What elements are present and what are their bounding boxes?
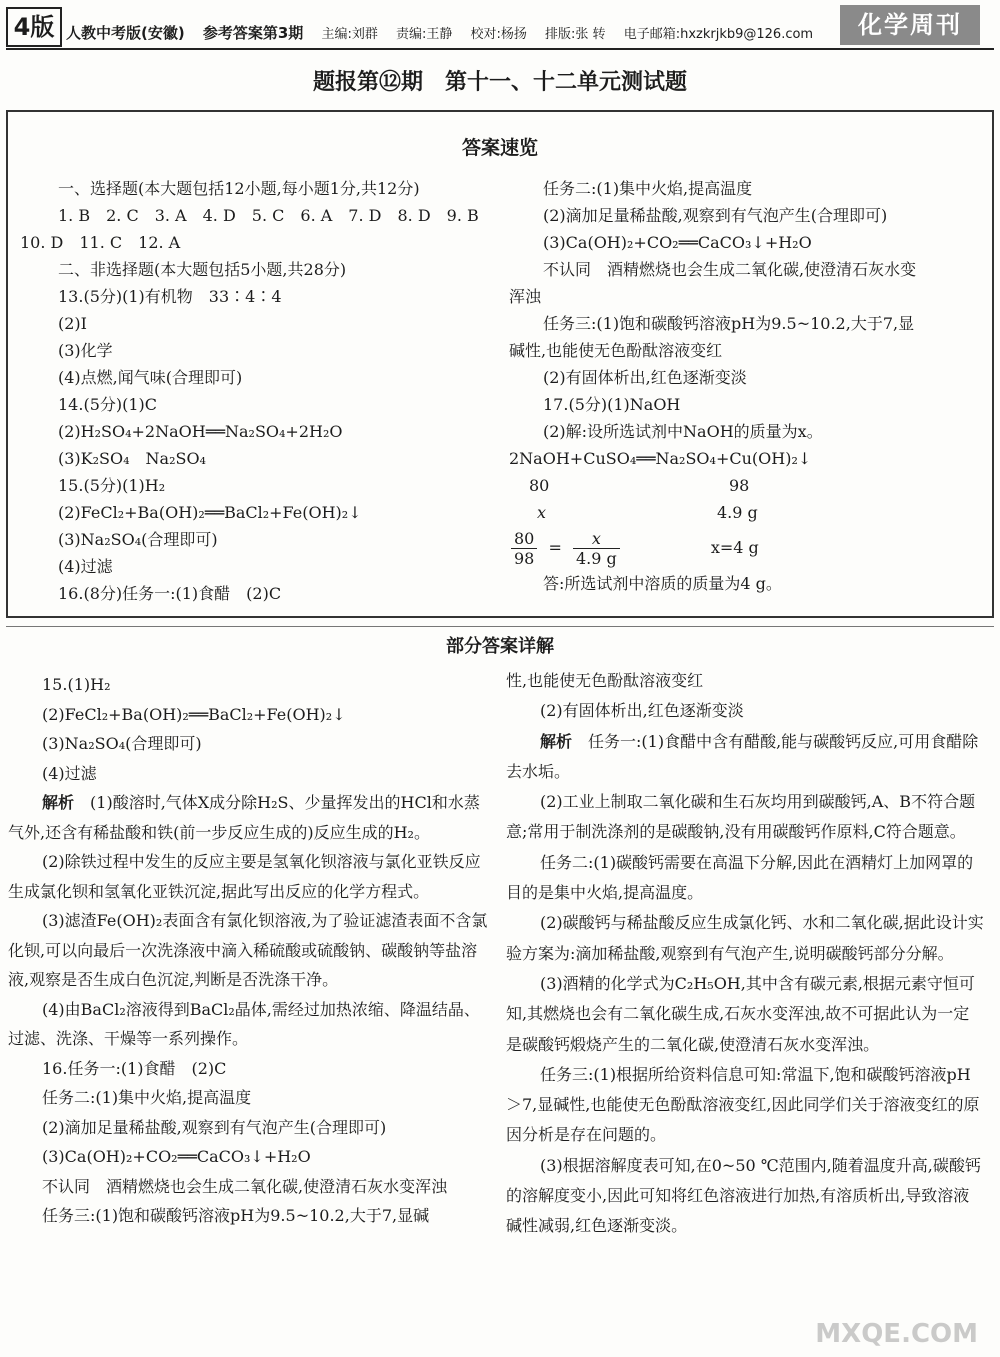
- fraction-right: $\frac{x}{4.9 g}$: [573, 529, 620, 568]
- detail-paragraph: 16.任务一:(1)食醋 (2)C: [42, 1058, 227, 1078]
- overview-line: (2)滴加足量稀盐酸,观察到有气泡产生(合理即可): [543, 206, 888, 225]
- overview-line: 碱性,也能使无色酚酞溶液变红: [509, 341, 723, 360]
- calc-mass-given: 4.9 g: [717, 503, 758, 522]
- overview-line: 10. D 11. C 12. A: [20, 233, 181, 252]
- detail-paragraph: (3)Na₂SO₄(合理即可): [42, 734, 202, 753]
- issue-title: 题报第⑫期 第十一、十二单元测试题: [312, 70, 687, 95]
- detail-paragraph: (2)碳酸钙与稀盐酸反应生成氯化钙、水和二氧化碳,据此设计实验方案为:滴加稀盐酸,观察到有气泡产生,说明碳酸钙部分分解。: [506, 913, 984, 963]
- detail-paragraph: 任务二:(1)集中火焰,提高温度: [42, 1088, 252, 1107]
- detail-paragraph: 解析 (1)酸溶时,气体X成分除H₂S、少量挥发出的HCl和水蒸气外,还含有稀盐酸和铁(前一步反应生成的)反应生成的H₂。: [8, 793, 480, 842]
- detail-paragraph: (2)FeCl₂+Ba(OH)₂══BaCl₂+Fe(OH)₂↓: [42, 704, 346, 724]
- fraction-left: $\frac{80}{98}$: [511, 529, 537, 568]
- detail-paragraph: (3)滤渣Fe(OH)₂表面含有氯化钡溶液,为了验证滤渣表面不含氯化钡,可以向最后一次洗涤液中滴入稀硫酸或硫酸钠、碳酸钠等盐溶液,观察是否生成白色沉淀,判断是否洗涤干净。: [8, 911, 488, 989]
- overview-line: (2)有固体析出,红色逐渐变淡: [543, 368, 747, 387]
- detail-paragraph: (2)工业上制取二氧化碳和生石灰均用到碳酸钙,A、B不符合题意;常用于制洗涤剂的是碳酸钠,没有用碳酸钙作原料,C符合题意。: [506, 792, 976, 842]
- detail-paragraph: (2)有固体析出,红色逐渐变淡: [540, 701, 744, 721]
- detail-paragraph: (4)由BaCl₂溶液得到BaCl₂晶体,需经过加热浓缩、降温结晶、过滤、洗涤、干燥等一系列操作。: [8, 999, 480, 1048]
- overview-line: (3)Na₂SO₄(合理即可): [58, 530, 218, 549]
- page-header: [0, 0, 1000, 48]
- overview-line: 1. B 2. C 3. A 4. D 5. C 6. A 7. D 8. D 9. B: [58, 206, 479, 225]
- detail-paragraph: (2)除铁过程中发生的反应主要是氢氧化钡溶液与氯化亚铁反应生成氯化钡和氢氧化亚铁沉淀,据此写出反应的化学方程式。: [8, 852, 481, 901]
- email: 电子邮箱:hxzkrjkb9@126.com: [623, 27, 814, 42]
- overview-line: (2)FeCl₂+Ba(OH)₂══BaCl₂+Fe(OH)₂↓: [58, 503, 362, 522]
- detail-paragraph: 性,也能使无色酚酞溶液变红: [506, 671, 704, 690]
- detail-paragraph: 任务二:(1)碳酸钙需要在高温下分解,因此在酒精灯上加网罩的目的是集中火焰,提高温度。: [506, 852, 974, 903]
- duty-editor: 责编:王静: [395, 27, 453, 42]
- overview-line: 任务三:(1)饱和碳酸钙溶液pH为9.5~10.2,大于7,显: [543, 314, 915, 333]
- layout-editor: 排版:张 转: [545, 27, 606, 42]
- overview-line: (3)化学: [58, 341, 113, 360]
- detail-title: 部分答案详解: [446, 636, 554, 657]
- edition-label: 4版: [6, 7, 62, 47]
- detail-left-column: [8, 670, 488, 1231]
- editor: 主编:刘群: [321, 27, 378, 42]
- overview-line: (2)H₂SO₄+2NaOH══Na₂SO₄+2H₂O: [58, 422, 343, 441]
- detail-paragraph: 15.(1)H₂: [42, 675, 111, 694]
- overview-line: 16.(8分)任务一:(1)食醋 (2)C: [58, 584, 282, 603]
- overview-line: (3)Ca(OH)₂+CO₂══CaCO₃↓+H₂O: [543, 233, 812, 252]
- overview-line: 二、非选择题(本大题包括5小题,共28分): [58, 260, 347, 279]
- detail-paragraph: (3)酒精的化学式为C₂H₅OH,其中含有碳元素,根据元素守恒可知,其燃烧也会有二氧化碳生成,石灰水变浑浊,故不可据此认为一定是碳酸钙煅烧产生的二氧化碳,使澄清石灰水变浑浊。: [506, 973, 975, 1054]
- detail-right-column: [506, 666, 984, 1242]
- detail-paragraph: 任务三:(1)饱和碳酸钙溶液pH为9.5~10.2,大于7,显碱: [42, 1206, 430, 1225]
- detail-paragraph: (2)滴加足量稀盐酸,观察到有气泡产生(合理即可): [42, 1117, 387, 1137]
- calc-mass-naoh: 80: [529, 476, 550, 495]
- overview-line: 浑浊: [509, 287, 542, 306]
- calc-answer: 答:所选试剂中溶质的质量为4 g。: [543, 574, 782, 593]
- detail-paragraph: 解析 任务一:(1)食醋中含有醋酸,能与碳酸钙反应,可用食醋除去水垢。: [506, 731, 979, 781]
- watermark: MXQE.COM: [815, 1319, 978, 1349]
- calc-result: x=4 g: [710, 538, 759, 557]
- calc-mass-cuoh2: 98: [729, 476, 750, 495]
- calc-values: [537, 499, 916, 526]
- overview-title: 答案速览: [461, 137, 538, 159]
- analysis-label: 解析: [42, 793, 75, 812]
- brand-logo: 化学周刊: [840, 5, 980, 45]
- overview-line: (4)过滤: [58, 557, 113, 576]
- overview-line: 13.(5分)(1)有机物 33∶4∶4: [58, 287, 282, 306]
- proofreader: 校对:杨扬: [470, 27, 527, 42]
- detail-paragraph: (4)过滤: [42, 763, 97, 783]
- detail-paragraph: 不认同 酒精燃烧也会生成二氧化碳,使澄清石灰水变浑浊: [42, 1176, 448, 1196]
- overview-line: (2)I: [58, 314, 87, 333]
- overview-line: (3)K₂SO₄ Na₂SO₄: [58, 449, 206, 468]
- overview-right-column: [509, 175, 917, 597]
- overview-line: 17.(5分)(1)NaOH: [543, 395, 681, 414]
- overview-line: 15.(5分)(1)H₂: [58, 476, 166, 495]
- header-rule: [6, 48, 994, 50]
- header-info: [66, 22, 827, 43]
- analysis-label: 解析: [540, 731, 573, 751]
- overview-line: (2)解:设所选试剂中NaOH的质量为x。: [543, 422, 823, 441]
- section-divider: [6, 626, 994, 627]
- detail-paragraph: 任务三:(1)根据所给资料信息可知:常温下,饱和碳酸钙溶液pH＞7,显碱性,也能使无色酚酞溶液变红,因此同学们关于溶液变红的原因分析是存在问题的。: [506, 1064, 980, 1145]
- overview-line: 不认同 酒精燃烧也会生成二氧化碳,使澄清石灰水变: [543, 260, 917, 279]
- overview-line: 2NaOH+CuSO₄══Na₂SO₄+Cu(OH)₂↓: [509, 449, 812, 468]
- publication-name: 人教中考版(安徽): [66, 24, 185, 42]
- overview-line: 14.(5分)(1)C: [58, 395, 158, 414]
- overview-line: (4)点燃,闻气味(合理即可): [58, 368, 243, 387]
- answer-issue: 参考答案第3期: [202, 24, 304, 42]
- calc-var-x: x: [537, 503, 547, 522]
- overview-line: 任务二:(1)集中火焰,提高温度: [543, 179, 753, 198]
- calc-masses: [529, 472, 916, 499]
- detail-paragraph: (3)根据溶解度表可知,在0~50 ℃范围内,随着温度升高,碳酸钙的溶解度变小,因此可知将红色溶液进行加热,有溶质析出,导致溶液碱性减弱,红色逐渐变淡。: [506, 1155, 981, 1236]
- overview-left-column: [20, 175, 479, 607]
- detail-paragraph: (3)Ca(OH)₂+CO₂══CaCO₃↓+H₂O: [42, 1147, 311, 1166]
- overview-line: 一、选择题(本大题包括12小题,每小题1分,共12分): [58, 179, 420, 198]
- calc-proportion: $\frac{80}{98}$ = $\frac{x}{4.9 g}$ x=4 g: [505, 526, 916, 570]
